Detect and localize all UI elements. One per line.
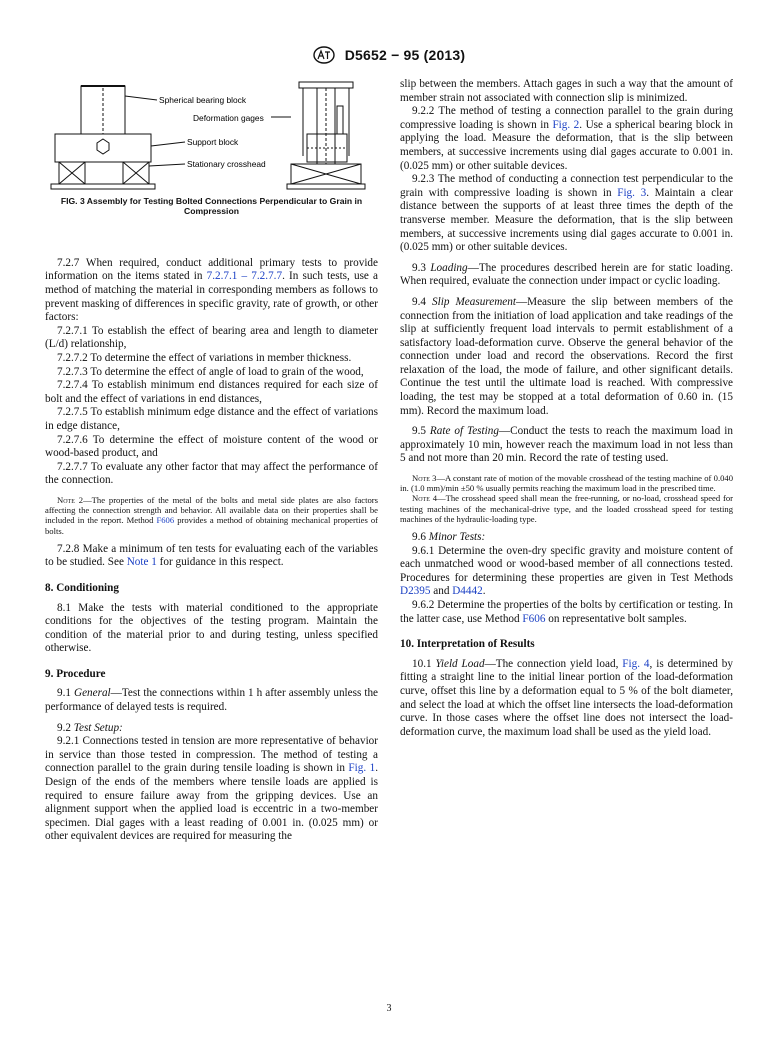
para-7-2-7-3: 7.2.7.3 To determine the effect of angle of load to grain of the wood, <box>57 365 364 378</box>
right-column <box>400 78 733 739</box>
label-spherical-bearing-block: Spherical bearing block <box>159 95 247 105</box>
link-fig-2[interactable]: Fig. 2 <box>552 118 580 131</box>
para-7-2-7-5: 7.2.7.5 To establish minimum edge distance and the effect of variations in edge distance, <box>45 406 378 432</box>
para-8-1: 8.1 Make the tests with material conditioned to the appropriate conditions for the objectives of the testing program. Maintain the condition of the material prior to and during testing, unless specified otherwise. <box>45 601 378 655</box>
para-9-4: 9.4 Slip Measurement—Measure the slip between members of the connection from the initiation of load application and take readings of the slip at sufficiently frequent load intervals to permit establishment of a satisfactory load-deformation curve. Observe the general behavior of the connection under load and record the observations. Record the first relaxation of the load, the mode of failure, and other significant details. Continue the test until the ultimate load is reached. With compressive loading, the test may be stopped at a total deformation of 0.60 in. (15 mm). Record the maximum load. <box>400 295 733 417</box>
heading-10-interpretation: 10. Interpretation of Results <box>400 638 535 651</box>
para-7-2-7-2: 7.2.7.2 To determine the effect of variations in member thickness. <box>57 351 352 364</box>
page-number: 3 <box>386 1003 392 1014</box>
link-d2395[interactable]: D2395 <box>400 585 431 598</box>
page-header <box>0 46 778 66</box>
figure-3-drawing <box>45 76 378 194</box>
para-7-2-7-4: 7.2.7.4 To establish minimum end distances required for each size of bolt and the effect of variations in end distances, <box>45 379 378 405</box>
heading-9-procedure: 9. Procedure <box>45 667 106 680</box>
note-4: Note 4—The crosshead speed shall mean the free-running, or no-load, crosshead speed for testing machines of the mechanical-drive type, and the loaded crosshead speed for testing machines of the hydraulic-loading type. <box>400 493 733 524</box>
para-10-1: 10.1 Yield Load—The connection yield load, Fig. 4, is determined by fitting a straight line to the initial linear portion of the load-deformation curve, offset this line by a deformation equal to 5 % of the bolt diameter, and select the load at which the offset line intersects the load-deformation curve. In those cases where the offset line does not intersect the load-deformation curve, the maximum load shall be used as the yield load. <box>400 657 733 738</box>
label-support-block: Support block <box>187 137 239 147</box>
figure-3 <box>45 76 378 194</box>
note-2: Note 2—The properties of the metal of the bolts and metal side plates are also factors affecting the connection strength and behavior. All available data on their properties shall be included in the report. Method F606 provides a method of obtaining mechanical properties of bolts. <box>45 494 378 536</box>
para-7-2-7-7: 7.2.7.7 To evaluate any other factor that may affect the performance of the connection. <box>45 460 378 487</box>
para-9-6-2: 9.6.2 Determine the properties of the bolts by certification or testing. In the latter case, use Method F606 on representative bolt samples. <box>400 599 733 625</box>
link-d4442[interactable]: D4442 <box>452 585 483 598</box>
link-7-2-7-range[interactable]: 7.2.7.1 – 7.2.7.7 <box>206 270 283 283</box>
link-note-1[interactable]: Note 1 <box>126 556 157 569</box>
document-designation: D5652 − 95 (2013) <box>344 47 466 64</box>
para-9-2-1: 9.2.1 Connections tested in tension are more representative of behavior in service than those tested in compression. The method of testing a connection parallel to the grain during tensile loading is shown in Fig. 1. Design of the ends of the members where tensile loads are applied is required to ensure failure away from the gripping devices. Use an alignment support when the applied load is eccentric in a two-member specimen. Dial gages with a least reading of 0.001 in. (0.025 mm) or other equivalent devices are required for measuring the <box>45 735 378 843</box>
label-stationary-crosshead: Stationary crosshead <box>187 159 266 169</box>
para-9-5: 9.5 Rate of Testing—Conduct the tests to reach the maximum load in approximately 10 min, however reach the maximum load in not less than 5 and not more than 20 min. Record the rate of testing used. <box>400 425 733 465</box>
para-9-2: 9.2 Test Setup: <box>57 721 123 734</box>
note-3: Note 3—A constant rate of motion of the movable crosshead of the testing machine of 0.040 in. (1.0 mm)/min ±50 % usually permits reaching the maximum load in the prescribed time. <box>400 473 733 494</box>
link-fig-1[interactable]: Fig. 1 <box>348 762 376 775</box>
para-7-2-7: 7.2.7 When required, conduct additional primary tests to provide information on the items stated in 7.2.7.1 – 7.2.7.7. In such tests, use a method of matching the material in corresponding members as follows to prevent masking of differences in specific gravity, rate of growth, or other factors: <box>45 256 379 324</box>
para-9-2-3: 9.2.3 The method of conducting a connection test perpendicular to the grain with compressive loading is shown in Fig. 3. Maintain a clear distance between the supports of at least three times the depth of the transverse member. Measure the deformation, that is the slip between members, at successive increments using dial gages accurate to 0.001 in. (0.025 mm) or other suitable devices. <box>400 173 733 254</box>
heading-8-conditioning: 8. Conditioning <box>45 581 119 594</box>
para-9-6: 9.6 Minor Tests: <box>412 531 486 544</box>
para-9-6-1: 9.6.1 Determine the oven-dry specific gravity and moisture content of each unmatched wood or wood-based member of all connections tested. Procedures for determining these properties are given in Test Methods D2395 and D4442. <box>400 544 733 598</box>
figure-3-caption: FIG. 3 Assembly for Testing Bolted Connections Perpendicular to Grain in Compression <box>60 196 363 217</box>
para-9-1: 9.1 General—Test the connections within 1 h after assembly unless the performance of delayed tests is required. <box>45 687 379 714</box>
link-f606-b[interactable]: F606 <box>522 612 546 625</box>
label-deformation-gages: Deformation gages <box>193 113 264 123</box>
para-7-2-8: 7.2.8 Make a minimum of ten tests for evaluating each of the variables to be studied. See Note 1 for guidance in this respect. <box>45 542 378 569</box>
para-7-2-7-6: 7.2.7.6 To determine the effect of moisture content of the wood or wood-based product, and <box>45 433 378 460</box>
astm-logo-icon <box>313 46 335 64</box>
link-fig-4[interactable]: Fig. 4 <box>622 657 650 670</box>
para-9-3: 9.3 Loading—The procedures described herein are for static loading. When required, evaluate the connection under impact or cyclic loading. <box>400 261 734 288</box>
link-f606[interactable]: F606 <box>156 515 175 526</box>
left-column <box>45 76 378 844</box>
para-9-2-1-cont: slip between the members. Attach gages in such a way that the amount of member strain not associated with connection slip is minimized. <box>400 78 733 104</box>
link-fig-3[interactable]: Fig. 3 <box>617 186 647 199</box>
para-9-2-2: 9.2.2 The method of testing a connection parallel to the grain during compressive loading is shown in Fig. 2. Use a spherical bearing block in applying the load. Measure the deformation, that is the slip between members, at successive increments using dial gages accurate to 0.001 in. (0.025 mm) or other suitable devices. <box>400 105 733 172</box>
para-7-2-7-1: 7.2.7.1 To establish the effect of bearing area and length to diameter (L/d) relationship, <box>45 324 378 351</box>
